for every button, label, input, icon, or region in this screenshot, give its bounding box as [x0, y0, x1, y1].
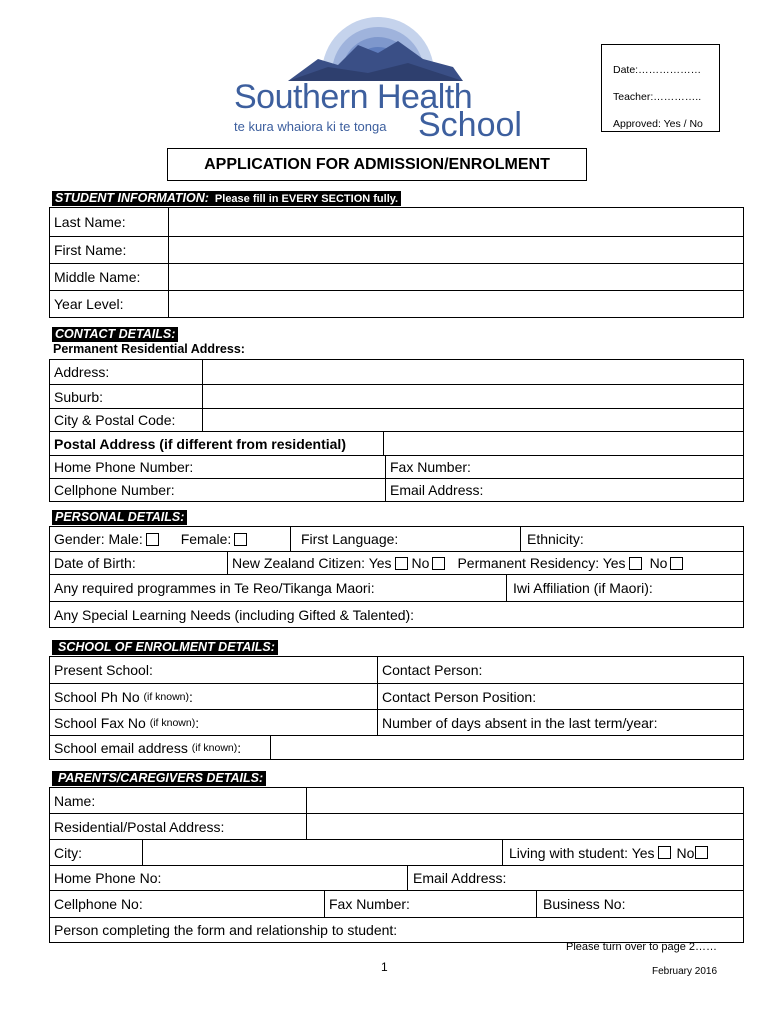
fax-number-label[interactable]: Fax Number:	[385, 456, 743, 478]
contact-details-header: CONTACT DETAILS:	[52, 327, 178, 342]
parent-cellphone-label[interactable]: Cellphone No:	[54, 896, 143, 912]
school-email-label: School email address	[54, 739, 188, 756]
living-with-student-label: Living with student: Yes	[509, 844, 655, 861]
school-word-logo-text: School	[418, 106, 522, 144]
cellphone-row	[50, 478, 743, 501]
school-phone-row	[50, 683, 743, 709]
contact-details-table	[49, 359, 744, 502]
suburb-label: Suburb:	[54, 388, 104, 405]
year-level-input[interactable]	[168, 291, 743, 317]
form-date: February 2016	[652, 966, 718, 977]
living-no-label: No	[676, 844, 695, 861]
parent-home-phone-row	[50, 865, 743, 890]
city-input[interactable]	[202, 409, 743, 431]
parent-name-row	[50, 788, 743, 813]
office-date-field[interactable]: Date:………………	[613, 64, 702, 76]
nz-citizen-no-label: No	[411, 555, 430, 571]
email-address-label[interactable]: Email Address:	[385, 479, 743, 501]
ethnicity-label[interactable]: Ethnicity:	[520, 527, 743, 551]
gender-row	[50, 527, 743, 551]
nz-citizen-no-checkbox[interactable]	[432, 557, 445, 570]
nz-citizen-yes-checkbox[interactable]	[395, 557, 408, 570]
parent-city-row	[50, 839, 743, 865]
parent-address-row	[50, 813, 743, 839]
suburb-input[interactable]	[202, 385, 743, 408]
first-name-input[interactable]	[168, 237, 743, 263]
school-email-input[interactable]	[270, 736, 743, 759]
first-name-row	[50, 236, 743, 263]
parent-address-label: Residential/Postal Address:	[54, 818, 225, 835]
gender-cell	[50, 527, 290, 551]
address-label: Address:	[54, 364, 110, 380]
cellphone-label[interactable]: Cellphone Number:	[54, 482, 175, 498]
person-completing-row	[50, 917, 743, 942]
residency-no-label: No	[649, 555, 668, 571]
office-approved-field[interactable]: Approved: Yes / No	[613, 118, 703, 130]
parent-name-label: Name:	[54, 792, 96, 809]
personal-details-header: PERSONAL DETAILS:	[52, 510, 187, 525]
parent-business-label[interactable]: Business No:	[536, 891, 743, 917]
middle-name-row	[50, 263, 743, 290]
first-name-label: First Name:	[54, 242, 127, 258]
male-checkbox[interactable]	[146, 533, 159, 546]
school-phone-if-known: (if known)	[143, 690, 190, 703]
gender-male-label: Gender: Male:	[54, 531, 143, 547]
home-phone-row	[50, 455, 743, 478]
student-info-header-label: STUDENT INFORMATION:	[55, 191, 209, 205]
permanent-residency-label: Permanent Residency: Yes	[457, 555, 626, 571]
year-level-label: Year Level:	[54, 296, 124, 312]
school-fax-row	[50, 709, 743, 735]
school-fax-if-known: (if known)	[149, 716, 196, 729]
office-use-box	[601, 44, 720, 132]
parents-details-header: PARENTS/CAREGIVERS DETAILS:	[52, 771, 266, 786]
postal-address-input[interactable]	[383, 432, 743, 455]
school-email-cell	[50, 736, 270, 759]
postal-address-label: Postal Address (if different from residential)	[54, 435, 346, 452]
contact-position-label[interactable]: Contact Person Position:	[377, 684, 743, 709]
dob-label[interactable]: Date of Birth:	[54, 555, 136, 571]
last-name-row	[50, 208, 743, 236]
contact-person-label[interactable]: Contact Person:	[377, 657, 743, 683]
school-enrolment-table	[49, 656, 744, 760]
school-fax-colon: :	[195, 714, 200, 731]
page-number: 1	[381, 960, 388, 974]
dob-row	[50, 551, 743, 574]
school-email-if-known: (if known)	[191, 741, 238, 754]
living-no-checkbox[interactable]	[695, 846, 708, 859]
days-absent-label[interactable]: Number of days absent in the last term/year:	[377, 710, 743, 735]
school-email-row	[50, 735, 743, 759]
student-info-table	[49, 207, 744, 318]
student-info-note: Please fill in EVERY SECTION fully.	[214, 193, 399, 205]
first-language-label[interactable]: First Language:	[290, 527, 520, 551]
iwi-affiliation-label[interactable]: Iwi Affiliation (if Maori):	[506, 575, 743, 601]
residency-yes-checkbox[interactable]	[629, 557, 642, 570]
school-fax-cell[interactable]	[50, 710, 377, 735]
home-phone-label[interactable]: Home Phone Number:	[54, 459, 194, 475]
city-label: City & Postal Code:	[54, 412, 176, 428]
address-row	[50, 360, 743, 384]
parent-city-label: City:	[54, 844, 82, 861]
city-row	[50, 408, 743, 431]
te-reo-label[interactable]: Any required programmes in Te Reo/Tikanga Maori:	[54, 580, 375, 596]
school-phone-colon: :	[189, 688, 193, 705]
school-name-logo-text: Southern Health	[234, 78, 473, 116]
parent-name-input[interactable]	[306, 788, 743, 813]
personal-details-table	[49, 526, 744, 628]
residency-no-checkbox[interactable]	[670, 557, 683, 570]
school-email-colon: :	[237, 739, 242, 756]
present-school-label[interactable]: Present School:	[54, 662, 153, 678]
school-phone-label: School Ph No	[54, 688, 140, 705]
school-phone-cell[interactable]	[50, 684, 377, 709]
form-title: APPLICATION FOR ADMISSION/ENROLMENT	[167, 148, 587, 181]
school-tagline: te kura whaiora ki te tonga	[234, 119, 387, 134]
suburb-row	[50, 384, 743, 408]
citizenship-cell	[227, 552, 743, 574]
parent-fax-label[interactable]: Fax Number:	[324, 891, 536, 917]
turn-over-note: Please turn over to page 2……	[566, 941, 718, 953]
residential-address-subheader: Permanent Residential Address:	[53, 342, 245, 356]
office-teacher-field[interactable]: Teacher:…………..	[613, 91, 702, 103]
parent-email-label[interactable]: Email Address:	[407, 866, 743, 890]
last-name-label: Last Name:	[54, 214, 126, 230]
special-needs-row	[50, 601, 743, 627]
year-level-row	[50, 290, 743, 317]
parent-address-input[interactable]	[306, 814, 743, 839]
address-input[interactable]	[202, 360, 743, 384]
postal-address-row	[50, 431, 743, 455]
student-info-header	[52, 191, 401, 206]
special-needs-label[interactable]: Any Special Learning Needs (including Gifted & Talented):	[54, 606, 415, 623]
living-with-student-cell	[502, 840, 743, 865]
middle-name-input[interactable]	[168, 264, 743, 290]
school-logo-mountains	[228, 15, 488, 83]
te-reo-row	[50, 574, 743, 601]
parent-cellphone-row	[50, 890, 743, 917]
school-enrolment-header: SCHOOL OF ENROLMENT DETAILS:	[52, 640, 278, 655]
person-completing-label[interactable]: Person completing the form and relationship to student:	[54, 922, 398, 938]
living-yes-checkbox[interactable]	[658, 846, 671, 859]
middle-name-label: Middle Name:	[54, 269, 141, 285]
parent-city-input[interactable]	[142, 840, 502, 865]
female-label: Female:	[180, 531, 232, 547]
last-name-input[interactable]	[168, 208, 743, 236]
present-school-row	[50, 657, 743, 683]
school-fax-label: School Fax No	[54, 714, 146, 731]
female-checkbox[interactable]	[234, 533, 247, 546]
nz-citizen-label: New Zealand Citizen: Yes	[232, 555, 392, 571]
parent-home-phone-label[interactable]: Home Phone No:	[54, 870, 162, 886]
parents-details-table	[49, 787, 744, 943]
